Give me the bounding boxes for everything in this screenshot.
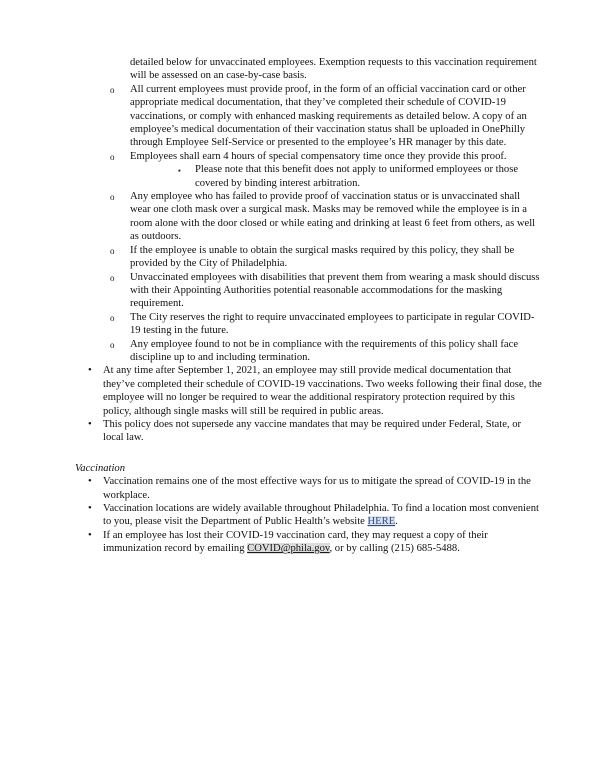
list-item-non-compliance-discipline <box>110 338 540 365</box>
disc-bullet-icon: • <box>88 503 92 514</box>
list-item-vaccination-locations <box>88 502 542 529</box>
list-item-vaccination-effectiveness <box>88 475 542 502</box>
disc-bullet-icon: • <box>88 529 92 541</box>
list-item-compensatory-time <box>110 150 540 163</box>
circle-bullet-icon: o <box>110 339 115 350</box>
section-heading-vaccination: Vaccination <box>75 462 126 474</box>
paragraph-intro-continuation: detailed below for unvaccinated employees. Exemption requests to this vaccination requirement will be assessed on an case-by-case basis. <box>130 57 537 82</box>
list-item-disability-accommodation <box>110 271 540 311</box>
list-item-text: Employees shall earn 4 hours of special compensatory time once they provide this proof. <box>130 150 507 162</box>
list-item-lost-vaccination-card <box>88 529 542 556</box>
list-item-later-documentation <box>88 364 542 418</box>
list-item-text: At any time after September 1, 2021, an employee may still provide medical documentation that they’ve completed their schedule of COVID-19 vaccinations. Two weeks following their final dose, the employee will no longer be required to wear the additional respiratory protection required by this policy, although single masks will still be required in public areas. <box>103 365 542 417</box>
circle-bullet-icon: o <box>110 192 115 203</box>
list-item-text: If the employee is unable to obtain the surgical masks required by this policy, they shall be provided by the City of Philadelphia. <box>130 244 515 270</box>
circle-bullet-icon: o <box>110 84 115 95</box>
covid-email-link[interactable]: COVID@phila.gov <box>247 543 330 555</box>
list-item-text: Unvaccinated employees with disabilities that prevent them from wearing a mask should discuss with their Appointing Authorities potential reasonable accommodations for the masking requirement. <box>130 271 540 310</box>
list-item-city-provides-masks <box>110 244 540 271</box>
disc-bullet-icon: • <box>88 476 92 488</box>
list-item-future-testing <box>110 311 540 338</box>
list-item-compensatory-time-exception <box>178 163 530 190</box>
list-item-text: Vaccination remains one of the most effective ways for us to mitigate the spread of COVID-19 in the workplace. <box>103 476 531 501</box>
list-item-text-after: . <box>395 516 398 528</box>
circle-bullet-icon: o <box>110 151 115 162</box>
list-item-text-after: , or by calling (215) 685-5488. <box>329 543 460 555</box>
health-department-here-link[interactable]: HERE <box>367 516 396 528</box>
list-item-text: Any employee found to not be in compliance with the requirements of this policy shall face discipline up to and including termination. <box>130 338 519 363</box>
circle-bullet-icon: o <box>110 312 115 323</box>
list-item-supersede-clause <box>88 418 542 445</box>
list-item-text: All current employees must provide proof, in the form of an official vaccination card or other appropriate medical documentation, that they’ve completed their schedule of COVID-19 vaccinations, or comply with enhanced masking requirements as detailed below. A copy of an employee’s medical documentation of their vaccination status shall be uploaded in OnePhilly through Employee Self-Service or presented to the employee’s HR manager by this date. <box>130 83 527 149</box>
list-item-text-before: Vaccination locations are widely available throughout Philadelphia. To find a location most convenient to you, please visit the Department of Public Health’s website <box>103 503 539 528</box>
list-item-masking-requirement <box>110 190 540 244</box>
list-item-text: Please note that this benefit does not apply to uniformed employees or those covered by binding interest arbitration. <box>195 164 519 189</box>
section-spacer <box>0 445 600 462</box>
square-bullet-icon: ▪ <box>178 166 181 176</box>
list-item-proof-of-vaccination <box>110 83 540 150</box>
disc-bullet-icon: • <box>88 418 92 430</box>
list-item-text-before: If an employee has lost their COVID-19 vaccination card, they may request a copy of their immunization record by emailing <box>103 529 488 555</box>
list-item-text: This policy does not supersede any vaccine mandates that may be required under Federal, State, or local law. <box>103 418 522 444</box>
disc-bullet-icon: • <box>88 365 92 377</box>
circle-bullet-icon: o <box>110 272 115 283</box>
list-item-text: Any employee who has failed to provide proof of vaccination status or is unvaccinated shall wear one cloth mask over a surgical mask. Masks may be removed while the employee is in a room alone with the door closed or while eating and drinking at least 6 feet from others, as well as outdoors. <box>130 191 536 243</box>
circle-bullet-icon: o <box>110 245 115 256</box>
list-item-text: The City reserves the right to require unvaccinated employees to participate in regular COVID-19 testing in the future. <box>130 311 535 337</box>
document-body <box>0 56 600 556</box>
